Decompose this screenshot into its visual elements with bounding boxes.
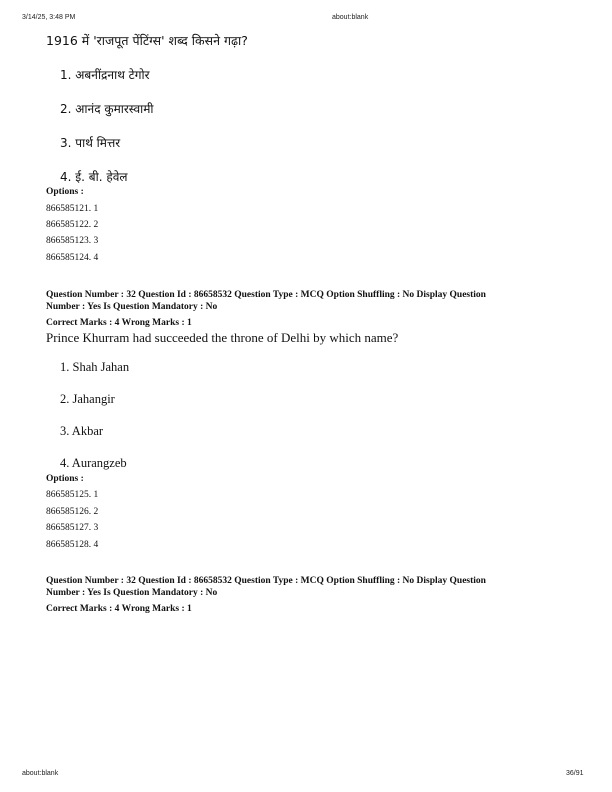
option-id: 866585123. 3 — [46, 236, 99, 246]
print-footer-url: about:blank — [22, 770, 59, 777]
option-id: 866585125. 1 — [46, 490, 99, 500]
print-datetime: 3/14/25, 3:48 PM — [22, 14, 76, 21]
option-id: 866585122. 2 — [46, 220, 99, 230]
question-marks: Correct Marks : 4 Wrong Marks : 1 — [46, 604, 192, 614]
option-2: 2. Jahangir — [60, 392, 115, 406]
question-meta-line: Number : Yes Is Question Mandatory : No — [46, 302, 218, 312]
option-id: 866585121. 1 — [46, 204, 99, 214]
question-meta — [46, 575, 566, 615]
option-id: 866585127. 3 — [46, 523, 99, 533]
question-marks: Correct Marks : 4 Wrong Marks : 1 — [46, 318, 192, 328]
question-text: Prince Khurram had succeeded the throne of Delhi by which name? — [46, 330, 399, 345]
option-id: 866585128. 4 — [46, 540, 99, 550]
print-header-url: about:blank — [332, 14, 369, 21]
option-1: 1. अबनींद्रनाथ टेगोर — [60, 68, 150, 82]
option-id: 866585126. 2 — [46, 507, 99, 517]
page-number: 36/91 — [566, 770, 584, 777]
option-3: 3. Akbar — [60, 424, 104, 438]
option-1: 1. Shah Jahan — [60, 360, 130, 374]
option-3: 3. पार्थ मित्तर — [60, 136, 121, 150]
options-label: Options : — [46, 187, 84, 197]
options-label: Options : — [46, 474, 84, 484]
option-2: 2. आनंद कुमारस्वामी — [60, 102, 154, 116]
question-meta-line: Number : Yes Is Question Mandatory : No — [46, 588, 218, 598]
question-meta-line: Question Number : 32 Question Id : 86658532 Question Type : MCQ Option Shuffling : No Display Question — [46, 576, 486, 586]
question-meta — [46, 289, 566, 329]
option-4: 4. Aurangzeb — [60, 456, 127, 470]
option-id: 866585124. 4 — [46, 253, 99, 263]
question-meta-line: Question Number : 32 Question Id : 86658532 Question Type : MCQ Option Shuffling : No Display Question — [46, 290, 486, 300]
option-4: 4. ई. बी. हेवेल — [60, 170, 128, 184]
question-text-hindi: 1916 में 'राजपूत पेंटिंग्स' शब्द किसने गढ़ा? — [46, 33, 248, 48]
